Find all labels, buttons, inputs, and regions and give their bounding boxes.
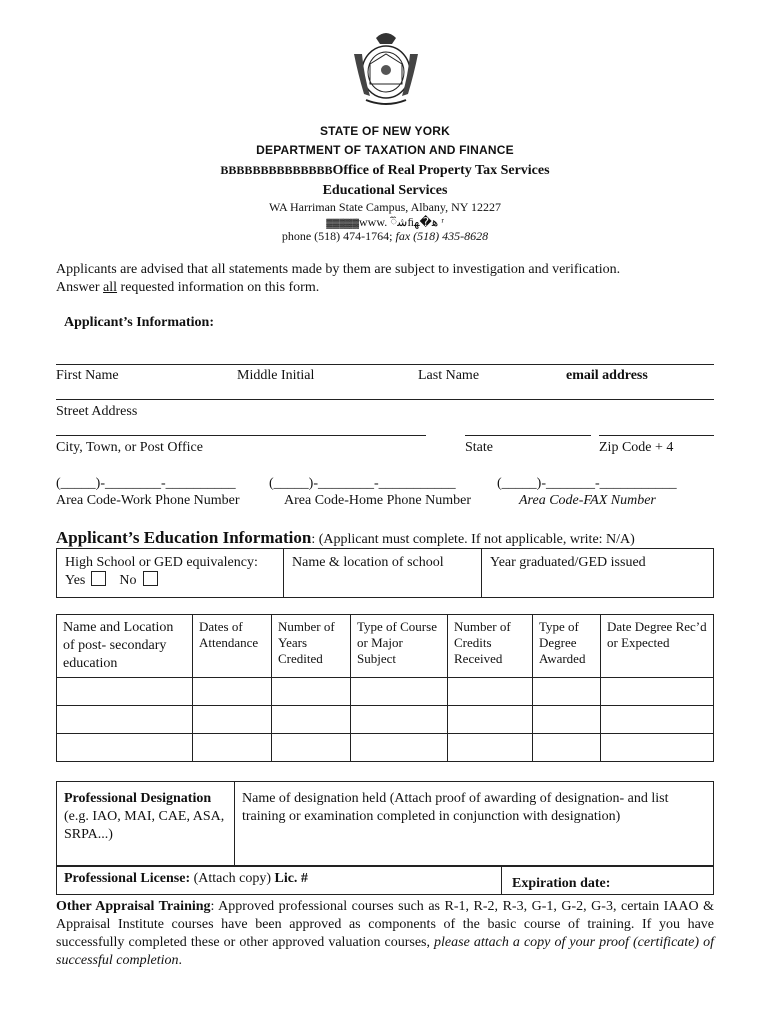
- table-row: [57, 706, 714, 734]
- last-name-label: Last Name: [418, 368, 480, 383]
- school-location-cell[interactable]: Name & location of school: [284, 549, 482, 598]
- education-heading: Applicant’s Education Information: [56, 528, 312, 547]
- expiration-cell[interactable]: Expiration date:: [502, 867, 714, 895]
- table-cell[interactable]: [533, 678, 601, 706]
- yes-checkbox[interactable]: [91, 571, 106, 586]
- table-cell[interactable]: [57, 734, 193, 762]
- table-cell[interactable]: [193, 706, 272, 734]
- web-text: www. ﻿ﺷ៊ﬁﻫ�ﻬ ʳ: [359, 215, 444, 229]
- hs-cell: [57, 549, 284, 598]
- table-cell[interactable]: [448, 678, 533, 706]
- state-label: State: [465, 440, 493, 455]
- state-seal-icon: [340, 24, 432, 108]
- intro-all: all: [103, 280, 118, 295]
- table-cell[interactable]: [272, 734, 351, 762]
- office-phone: [0, 229, 770, 244]
- street-label: Street Address: [56, 404, 138, 419]
- col-header-name-location: Name and Location of post- secondary education: [57, 615, 193, 678]
- unit-title: Educational Services: [322, 183, 448, 198]
- table-cell[interactable]: [272, 706, 351, 734]
- col-header-years: Number of Years Credited: [272, 615, 351, 678]
- training-end: .: [178, 953, 182, 968]
- designation-title: Professional Designation: [64, 791, 212, 806]
- year-graduated-cell[interactable]: Year graduated/GED issued: [482, 549, 714, 598]
- table-cell[interactable]: [448, 734, 533, 762]
- col-header-degree: Type of Degree Awarded: [533, 615, 601, 678]
- table-cell[interactable]: [351, 706, 448, 734]
- training-text: : Approved professional courses such as R-1, R-2, R-3, G-1, G-2, G-3, certain IAAO & Appraisal Institute courses have been approved as components of the basic course of training. If you have successfully completed these or other approved valuation courses,: [56, 899, 714, 950]
- web-garble: ▓▓▓▓▓: [326, 218, 360, 228]
- col-header-credits: Number of Credits Received: [448, 615, 533, 678]
- table-cell[interactable]: [533, 734, 601, 762]
- city-label: City, Town, or Post Office: [56, 440, 203, 455]
- home-phone-field[interactable]: (_____)-________-___________: [269, 476, 456, 491]
- training-paragraph: [56, 898, 714, 970]
- office-title: [0, 163, 770, 179]
- zip-label: Zip Code + 4: [599, 440, 674, 455]
- first-name-label: First Name: [56, 368, 119, 383]
- garbled-text: BBBBBBBBBBBBBB: [220, 163, 333, 177]
- phone-text: phone (518) 474-1764;: [281, 229, 393, 243]
- hs-options: [65, 571, 275, 589]
- col-header-course: Type of Course or Major Subject: [351, 615, 448, 678]
- applicant-heading: Applicant’s Information:: [64, 315, 214, 330]
- table-cell[interactable]: [351, 734, 448, 762]
- training-italic: please attach a copy of your proof (certificate) of successful completion: [56, 935, 714, 968]
- post-secondary-table: [56, 614, 714, 762]
- training-title: Other Appraisal Training: [56, 899, 211, 914]
- table-cell[interactable]: [533, 706, 601, 734]
- table-cell[interactable]: [351, 678, 448, 706]
- license-number-label: Lic. #: [274, 871, 308, 886]
- license-cell[interactable]: [57, 867, 502, 895]
- designation-table: [56, 781, 714, 866]
- zip-field-line[interactable]: [599, 435, 714, 436]
- department-title: DEPARTMENT OF TAXATION AND FINANCE: [256, 143, 514, 157]
- office-name: Office of Real Property Tax Services: [332, 163, 550, 178]
- high-school-table: [56, 548, 714, 598]
- education-note: : (Applicant must complete. If not applicable, write: N/A): [311, 532, 635, 547]
- office-address: WA Harriman State Campus, Albany, NY 12227: [268, 200, 502, 214]
- home-phone-label: Area Code-Home Phone Number: [284, 493, 472, 508]
- col-header-date-degree: Date Degree Rec’d or Expected: [601, 615, 714, 678]
- table-cell[interactable]: [601, 706, 714, 734]
- middle-initial-label: Middle Initial: [237, 368, 315, 383]
- street-field-line[interactable]: [56, 399, 714, 400]
- intro-line-1: Applicants are advised that all statements made by them are subject to investigation and verification.: [56, 262, 621, 277]
- education-heading-row: [56, 528, 635, 548]
- col-header-dates: Dates of Attendance: [193, 615, 272, 678]
- no-checkbox[interactable]: [143, 571, 158, 586]
- fax-phone-field[interactable]: (_____)-_______-___________: [497, 476, 677, 491]
- intro-line-2: [56, 279, 714, 297]
- work-phone-label: Area Code-Work Phone Number: [56, 493, 240, 508]
- license-attach: (Attach copy): [193, 871, 271, 886]
- intro-answer: Answer: [56, 280, 100, 295]
- state-title: STATE OF NEW YORK: [319, 124, 451, 138]
- fax-number-label: Area Code-FAX Number: [519, 493, 656, 508]
- table-cell[interactable]: [601, 734, 714, 762]
- designation-examples: (e.g. IAO, MAI, CAE, ASA, SRPA...): [64, 809, 225, 842]
- table-cell[interactable]: [448, 706, 533, 734]
- yes-label: Yes: [65, 573, 86, 588]
- name-field-line[interactable]: [56, 364, 714, 365]
- fax-text: fax (518) 435-8628: [395, 229, 489, 243]
- city-field-line[interactable]: [56, 435, 426, 436]
- intro-rest: requested information on this form.: [120, 280, 320, 295]
- state-field-line[interactable]: [465, 435, 591, 436]
- email-label: email address: [566, 368, 648, 383]
- license-label: Professional License:: [64, 871, 191, 886]
- table-cell[interactable]: [601, 678, 714, 706]
- designation-held-cell[interactable]: Name of designation held (Attach proof of awarding of designation- and list training or examination completed in conjunction with designation): [235, 782, 714, 866]
- designation-title-cell: [57, 782, 235, 866]
- table-cell[interactable]: [272, 678, 351, 706]
- no-label: No: [119, 573, 137, 588]
- table-row: [57, 734, 714, 762]
- hs-label: High School or GED equivalency:: [65, 555, 258, 570]
- table-cell[interactable]: [57, 706, 193, 734]
- table-cell[interactable]: [193, 678, 272, 706]
- work-phone-field[interactable]: (_____)-________-__________: [56, 476, 236, 491]
- table-cell[interactable]: [57, 678, 193, 706]
- table-cell[interactable]: [193, 734, 272, 762]
- license-table: [56, 866, 714, 895]
- table-row: [57, 678, 714, 706]
